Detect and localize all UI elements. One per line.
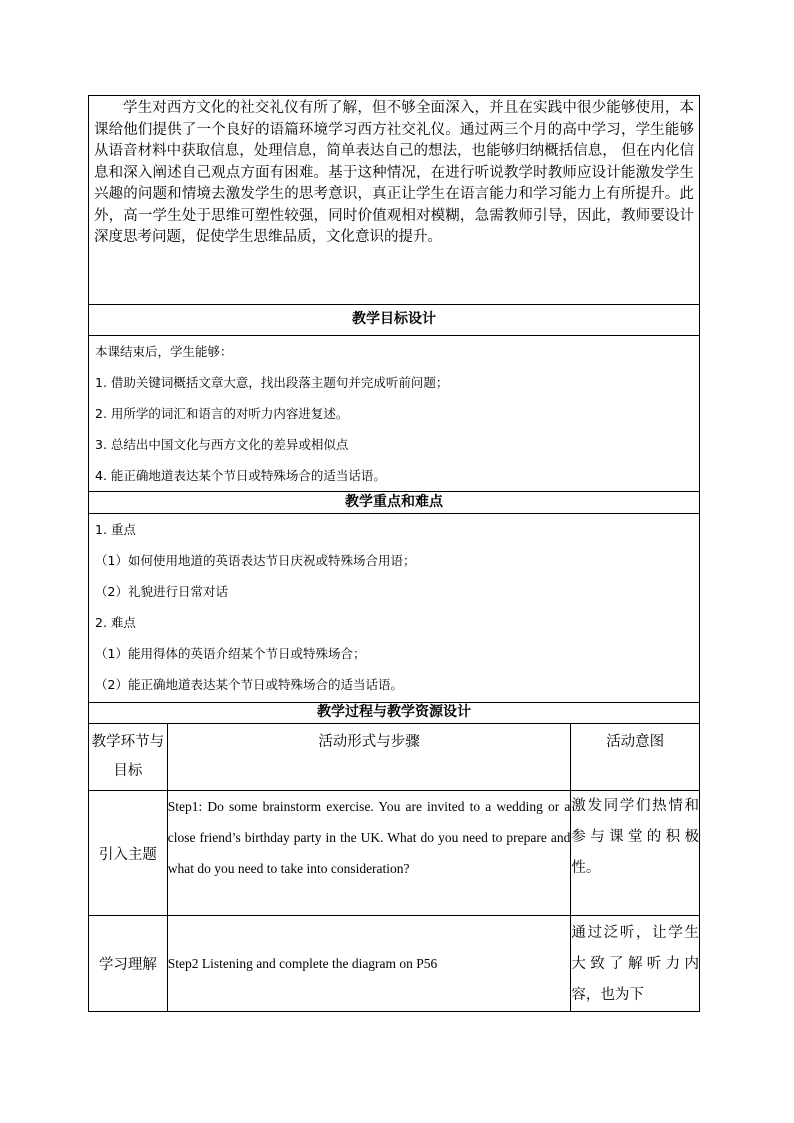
table-row xyxy=(89,916,700,1012)
row-stage: 学习理解 xyxy=(89,916,168,1012)
table-header-row xyxy=(89,724,700,791)
row-intent: 激发同学们热情和参与课堂的积极性。 xyxy=(571,791,700,916)
key-points-heading: 教学重点和难点 xyxy=(88,491,700,514)
header-stage: 教学环节与目标 xyxy=(89,724,168,791)
key-points-line: （2）能正确地道表达某个节日或特殊场合的适当话语。 xyxy=(95,677,403,692)
objectives-line: 3. 总结出中国文化与西方文化的差异或相似点 xyxy=(95,437,349,452)
header-form: 活动形式与步骤 xyxy=(167,724,571,791)
row-steps: Step2 Listening and complete the diagram on P56 xyxy=(167,916,571,1012)
objectives-line: 1. 借助关键词概括文章大意，找出段落主题句并完成听前问题； xyxy=(95,375,449,390)
key-points-line: 2. 难点 xyxy=(95,615,136,630)
objectives-heading: 教学目标设计 xyxy=(88,304,700,336)
process-heading: 教学过程与教学资源设计 xyxy=(88,702,700,724)
key-points-cell xyxy=(88,513,700,703)
learner-analysis-text: 学生对西方文化的社交礼仪有所了解，但不够全面深入，并且在实践中很少能够使用，本课给他们提供了一个良好的语篇环境学习西方社交礼仪。通过两三个月的高中学习，学生能够从语音材料中获取信息，处理信息，简单表达自己的想法，也能够归纳概括信息， 但在内化信息和深入阐述自己观点方面有困难。基于这种情况，在进行听说教学时教师应设计能激发学生兴趣的问题和情境去激发学生的思考意识，真正让学生在语言能力和学习能力上有所提升。此外，高一学生处于思维可塑性较强，同时价值观相对模糊，急需教师引导，因此，教师要设计深度思考问题，促使学生思维品质，文化意识的提升。 xyxy=(94,100,694,245)
objectives-cell xyxy=(88,335,700,492)
process-table xyxy=(88,723,700,1012)
row-steps: Step1: Do some brainstorm exercise. You are invited to a wedding or a close friend’s birthday party in the UK. What do you need to prepare and what do you need to take into consideration? xyxy=(167,791,571,916)
objectives-line: 2. 用所学的词汇和语言的对听力内容进复述。 xyxy=(95,406,349,421)
key-points-line: （2）礼貌进行日常对话 xyxy=(95,584,228,599)
objectives-line: 4. 能正确地道表达某个节日或特殊场合的适当话语。 xyxy=(95,468,386,483)
key-points-line: 1. 重点 xyxy=(95,522,136,537)
header-intent: 活动意图 xyxy=(571,724,700,791)
key-points-line: （1）能用得体的英语介绍某个节日或特殊场合； xyxy=(95,646,366,661)
learner-analysis-cell xyxy=(88,95,700,305)
table-row xyxy=(89,791,700,916)
row-stage: 引入主题 xyxy=(89,791,168,916)
row-intent: 通过泛听，让学生大致了解听力内容，也为下 xyxy=(571,916,700,1012)
key-points-line: （1）如何使用地道的英语表达节日庆祝或特殊场合用语； xyxy=(95,553,416,568)
objectives-line: 本课结束后，学生能够： xyxy=(95,344,233,359)
